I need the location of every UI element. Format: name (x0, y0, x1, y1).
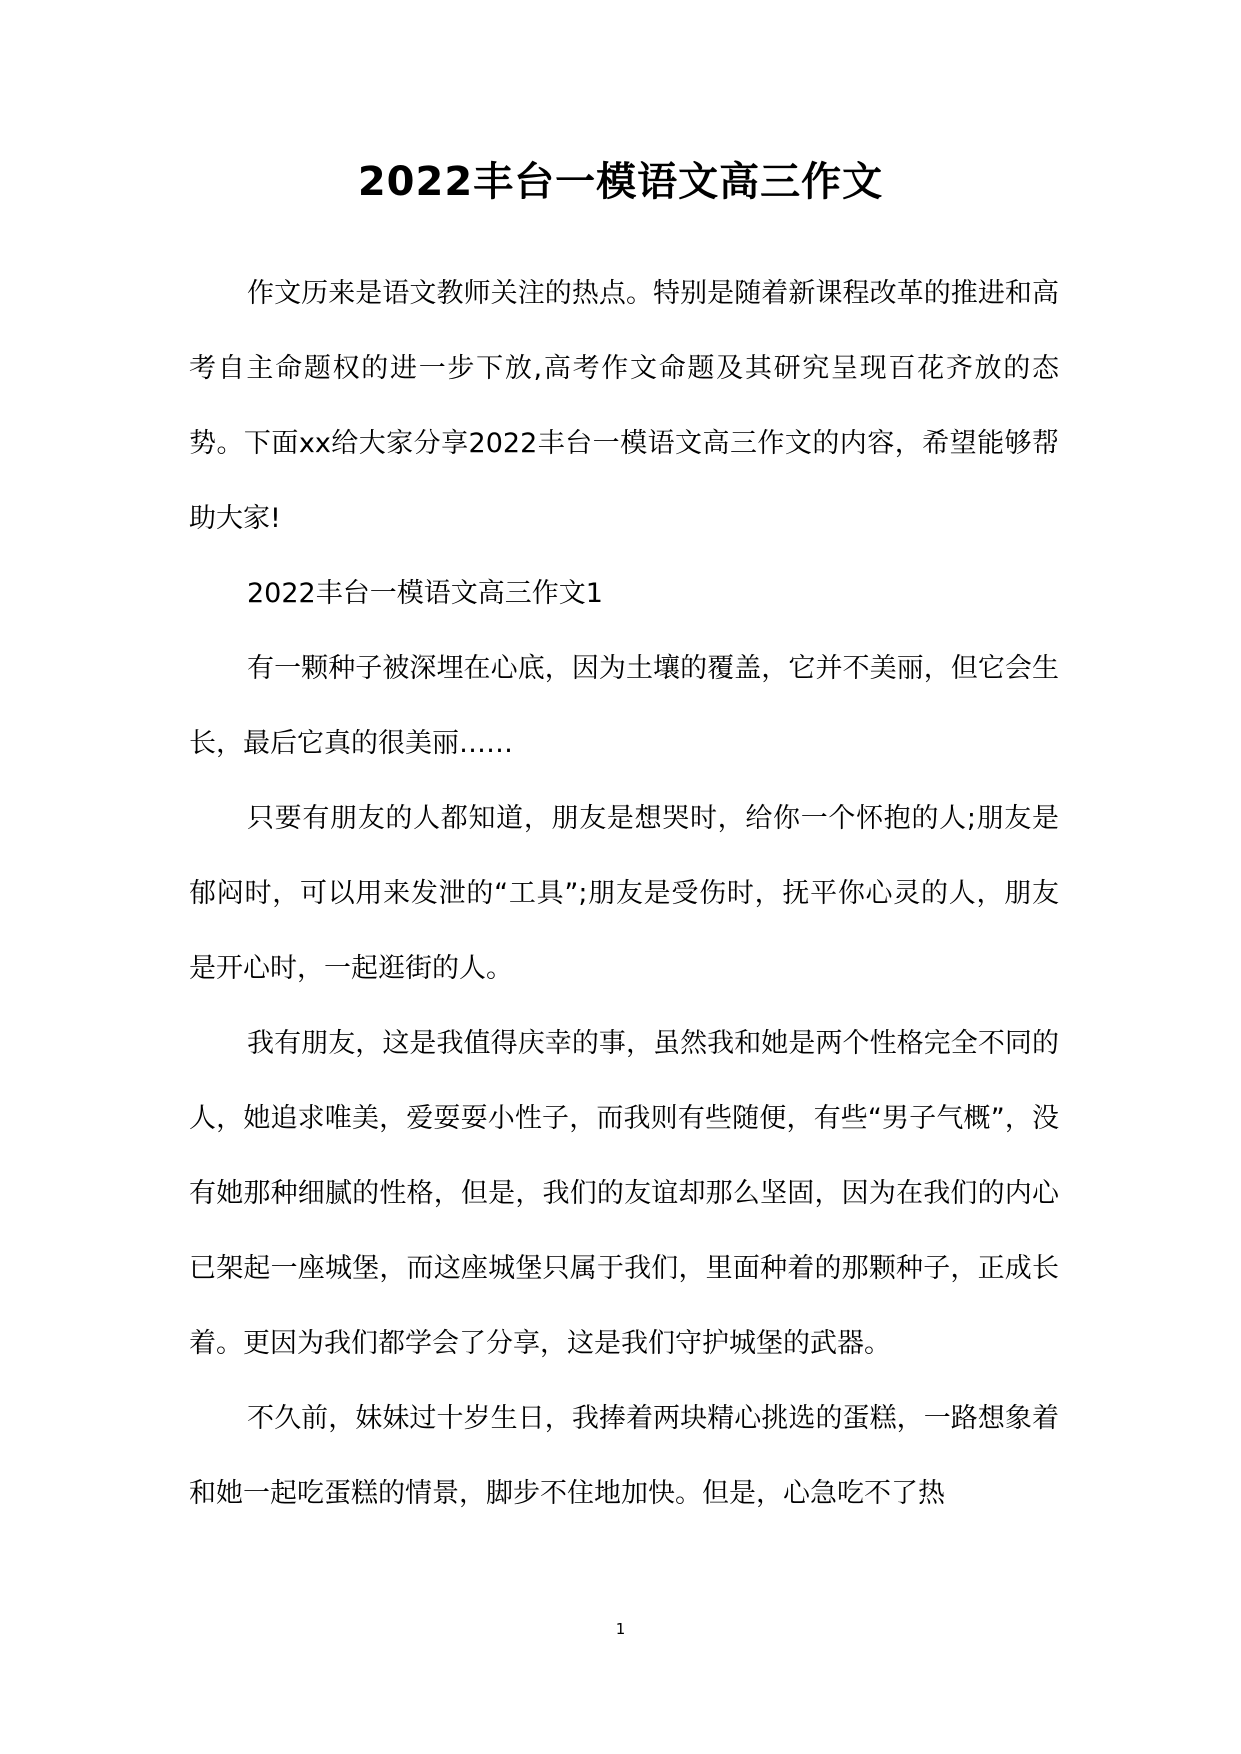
section-heading: 2022丰台一模语文高三作文1 (247, 578, 603, 609)
paragraph: 有一颗种子被深埋在心底，因为土壤的覆盖，它并不美丽，但它会生长，最后它真的很美丽…… (189, 653, 1059, 759)
document-title: 2022丰台一模语文高三作文 (357, 159, 884, 205)
paragraph: 不久前，妹妹过十岁生日，我捧着两块精心挑选的蛋糕，一路想象着和她一起吃蛋糕的情景，脚步不住地加快。但是，心急吃不了热 (189, 1403, 1059, 1509)
page-number: 1 (615, 1620, 626, 1638)
paragraph: 我有朋友，这是我值得庆幸的事，虽然我和她是两个性格完全不同的人，她追求唯美，爱耍耍小性子，而我则有些随便，有些“男子气概”，没有她那种细腻的性格，但是，我们的友谊却那么坚固，因为在我们的内心已架起一座城堡，而这座城堡只属于我们，里面种着的那颗种子，正成长着。更因为我们都学会了分享，这是我们守护城堡的武器。 (189, 1028, 1059, 1359)
paragraph-intro: 作文历来是语文教师关注的热点。特别是随着新课程改革的推进和高考自主命题权的进一步下放,高考作文命题及其研究呈现百花齐放的态势。下面xx给大家分享2022丰台一模语文高三作文的内容，希望能够帮助大家! (189, 278, 1059, 534)
paragraph: 只要有朋友的人都知道，朋友是想哭时，给你一个怀抱的人;朋友是郁闷时，可以用来发泄的“工具”;朋友是受伤时，抚平你心灵的人，朋友是开心时，一起逛街的人。 (189, 803, 1059, 984)
document-body (189, 256, 1059, 1531)
